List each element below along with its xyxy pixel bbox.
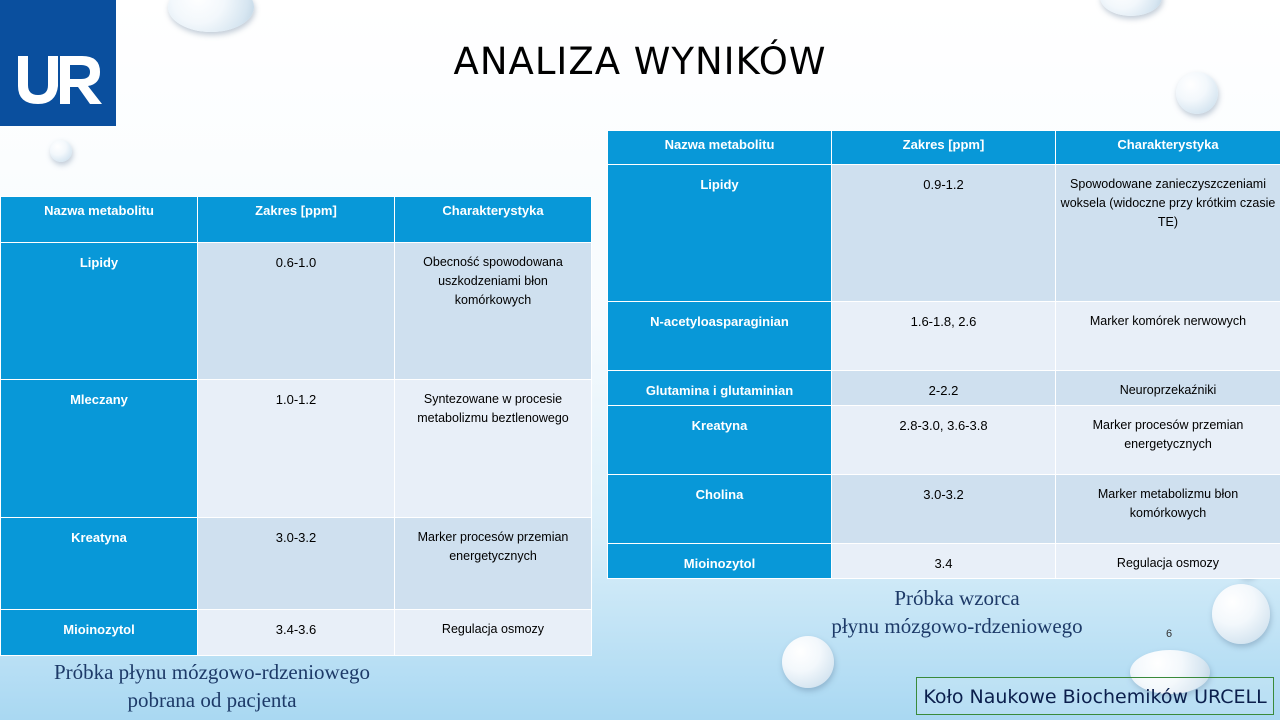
water-drop-decoration: [168, 0, 254, 32]
table-row: [1, 610, 592, 656]
metabolite-name: N-acetyloasparaginian: [608, 302, 832, 371]
water-drop-decoration: [782, 636, 834, 688]
characteristic: Neuroprzekaźniki: [1056, 371, 1280, 406]
characteristic: Marker procesów przemian energetycznych: [395, 518, 592, 610]
characteristic: Marker procesów przemian energetycznych: [1056, 406, 1280, 475]
characteristic: Spowodowane zanieczyszczeniami woksela (widoczne przy krótkim czasie TE): [1056, 165, 1280, 302]
slide-title: ANALIZA WYNIKÓW: [453, 40, 827, 83]
water-drop-decoration: [1100, 0, 1162, 16]
caption-line: Próbka wzorca: [894, 586, 1020, 610]
caption-line: Próbka płynu mózgowo-rdzeniowego: [53, 660, 371, 684]
metabolite-name: Lipidy: [1, 243, 198, 380]
footer-label: Koło Naukowe Biochemików URCELL: [916, 677, 1274, 715]
caption-line: pobrana od pacjenta: [127, 688, 297, 712]
table-row: [608, 406, 1280, 475]
metabolite-name: Mioinozytol: [608, 544, 832, 579]
page-number: 6: [1166, 628, 1173, 640]
table-row: [1, 243, 592, 380]
table-row: [608, 302, 1280, 371]
ppm-range: 3.0-3.2: [832, 475, 1056, 544]
characteristic: Marker metabolizmu błon komórkowych: [1056, 475, 1280, 544]
ppm-range: 1.0-1.2: [198, 380, 395, 518]
characteristic: Syntezowane w procesie metabolizmu beztlenowego: [395, 380, 592, 518]
table-row: [1, 380, 592, 518]
characteristic: Obecność spowodowana uszkodzeniami błon komórkowych: [395, 243, 592, 380]
metabolite-name: Lipidy: [608, 165, 832, 302]
table-row: [608, 371, 1280, 406]
metabolite-name: Mleczany: [1, 380, 198, 518]
patient-sample-table: [0, 196, 592, 656]
table-row: [608, 165, 1280, 302]
metabolite-name: Kreatyna: [1, 518, 198, 610]
patient-sample-caption: [0, 658, 424, 714]
column-header: Zakres [ppm]: [832, 131, 1056, 165]
reference-sample-caption: [780, 584, 1134, 640]
characteristic: Regulacja osmozy: [395, 610, 592, 656]
column-header: Nazwa metabolitu: [1, 197, 198, 243]
characteristic: Regulacja osmozy: [1056, 544, 1280, 579]
ppm-range: 0.9-1.2: [832, 165, 1056, 302]
metabolite-name: Mioinozytol: [1, 610, 198, 656]
caption-line: płynu mózgowo-rdzeniowego: [831, 614, 1083, 638]
ppm-range: 1.6-1.8, 2.6: [832, 302, 1056, 371]
ppm-range: 3.4: [832, 544, 1056, 579]
metabolite-name: Glutamina i glutaminian: [608, 371, 832, 406]
ppm-range: 3.0-3.2: [198, 518, 395, 610]
water-drop-decoration: [50, 140, 72, 162]
table-row: [608, 544, 1280, 579]
characteristic: Marker komórek nerwowych: [1056, 302, 1280, 371]
column-header: Charakterystyka: [1056, 131, 1280, 165]
reference-sample-table: [607, 130, 1280, 579]
table-row: [1, 518, 592, 610]
ppm-range: 3.4-3.6: [198, 610, 395, 656]
column-header: Zakres [ppm]: [198, 197, 395, 243]
column-header: Nazwa metabolitu: [608, 131, 832, 165]
table-row: [608, 475, 1280, 544]
metabolite-name: Cholina: [608, 475, 832, 544]
ppm-range: 2-2.2: [832, 371, 1056, 406]
water-drop-decoration: [1212, 584, 1270, 644]
column-header: Charakterystyka: [395, 197, 592, 243]
ppm-range: 0.6-1.0: [198, 243, 395, 380]
metabolite-name: Kreatyna: [608, 406, 832, 475]
ppm-range: 2.8-3.0, 3.6-3.8: [832, 406, 1056, 475]
